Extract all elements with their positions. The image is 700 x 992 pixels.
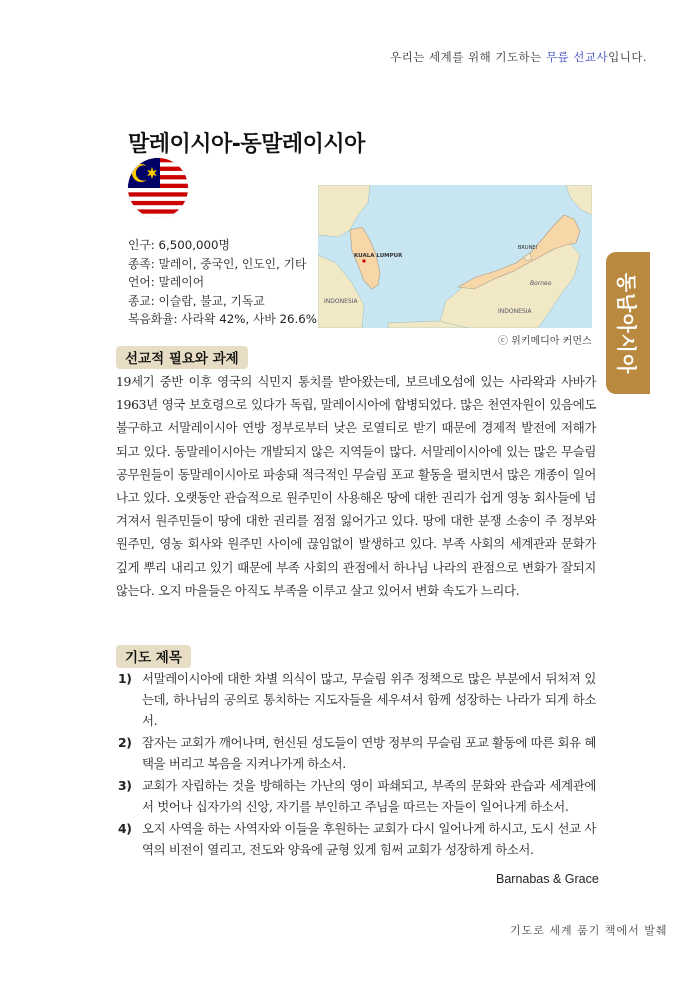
prayer-item-number: 4) xyxy=(118,821,132,836)
prayer-item xyxy=(118,818,596,860)
country-info xyxy=(128,236,317,329)
section-prayer-label: 기도 제목 xyxy=(116,645,191,668)
header-tagline-suffix: 입니다. xyxy=(608,50,648,64)
header-tagline-highlight: 무릎 선교사 xyxy=(545,50,609,64)
footer-source: 기도로 세계 품기 책에서 발췌 xyxy=(510,924,668,937)
prayer-item xyxy=(118,775,596,817)
map-credit: ⓒ 위키메디아 커먼스 xyxy=(498,336,592,347)
page-title: 말레이시아-동말레이시아 xyxy=(128,132,365,157)
map-label-indonesia-west: INDONESIA xyxy=(324,298,358,305)
prayer-item-number: 1) xyxy=(118,671,132,686)
language-text: 언어: 말레이어 xyxy=(128,275,205,289)
region-side-tab-label: 동남아시아 xyxy=(614,272,639,374)
author-signature: Barnabas & Grace xyxy=(496,872,599,886)
map-label-borneo: Borneo xyxy=(530,280,552,287)
ethnicity-text: 종족: 말레이, 중국인, 인도인, 기타 xyxy=(128,256,307,271)
section-mission-needs-label: 선교적 필요와 과제 xyxy=(116,346,248,369)
map-label-kuala-lumpur: KUALA LUMPUR xyxy=(354,253,403,259)
section-mission-needs-body: 19세기 중반 이후 영국의 식민지 통치를 받아왔는데, 보르네오섬에 있는 사라왁과 사바가 1963년 영국 보호령으로 있다가 독립, 말레이시아에 합병되었다. 많은 천연자원이 있음에도 불구하고 서말레이시아 연방 정부로부터 낮은 로열티로 받기 때문에 경제적 발전에 저해가 되고 있다. 동말레이시아는 개발되지 않은 지역들이 많다. 서말레이시아에 있는 많은 무슬림 공무원들이 동말레이시아로 파송돼 적극적인 무슬림 포교 활동을 펼치면서 많은 개종이 일어나고 있다. 오랫동안 관습적으로 원주민이 사용해온 땅에 대한 권리가 쉽게 영농 회사들에 넘겨져서 원주민들이 땅에 대한 권리를 점점 잃어가고 있다. 땅에 대한 분쟁 소송이 주 정부와 원주민, 영농 회사와 원주민 사이에 끊임없이 발생하고 있다. 부족 사회의 세계관과 문화가 깊게 뿌리 내리고 있기 때문에 부족 사회의 관점에서 하나님 나라의 관점으로 변화가 잘되지 않는다. 오지 마을들은 아직도 부족을 이루고 살고 있어서 변화 속도가 느리다. xyxy=(116,374,596,598)
prayer-item xyxy=(118,732,596,774)
prayer-item-text: 교회가 자립하는 것을 방해하는 가난의 영이 파쇄되고, 부족의 문화와 관습과 세계관에서 벗어나 십자가의 신앙, 자기를 부인하고 주님을 따르는 자들이 일어나게 하소서. xyxy=(142,778,596,814)
religion-text: 종교: 이슬람, 불교, 기독교 xyxy=(128,293,265,308)
prayer-item-text: 잠자는 교회가 깨어나며, 헌신된 성도들이 연방 정부의 무슬림 포교 활동에 따른 회유 혜택을 버리고 복음을 지켜나가게 하소서. xyxy=(142,735,596,771)
gospel-rate-text: 복음화율: 사라왁 42%, 사바 26.6% xyxy=(128,312,317,326)
prayer-list xyxy=(118,668,596,861)
map-label-indonesia-borneo: INDONESIA xyxy=(498,308,532,315)
prayer-item xyxy=(118,668,596,731)
region-side-tab xyxy=(606,252,650,394)
prayer-item-number: 3) xyxy=(118,778,132,793)
malaysia-flag-icon xyxy=(128,158,188,218)
population-text: 인구: 6,500,000명 xyxy=(128,238,230,252)
prayer-item-text: 오지 사역을 하는 사역자와 이들을 후원하는 교회가 다시 일어나게 하시고, 도시 선교 사역의 비전이 열리고, 전도와 양육에 균형 있게 힘써 교회가 성장하게 하소서. xyxy=(142,821,596,857)
prayer-item-number: 2) xyxy=(118,735,132,750)
prayer-item-text: 서말레이시아에 대한 차별 의식이 많고, 무슬림 위주 정책으로 많은 부분에서 뒤처져 있는데, 하나님의 공의로 통치하는 지도자들을 세우셔서 함께 성장하는 나라가 되게 하소서. xyxy=(142,671,596,728)
map-label-brunei: BRUNEI xyxy=(518,245,537,251)
header-tagline-prefix: 우리는 세계를 위해 기도하는 xyxy=(390,50,546,64)
header-tagline xyxy=(390,49,660,65)
malaysia-map xyxy=(318,185,592,328)
